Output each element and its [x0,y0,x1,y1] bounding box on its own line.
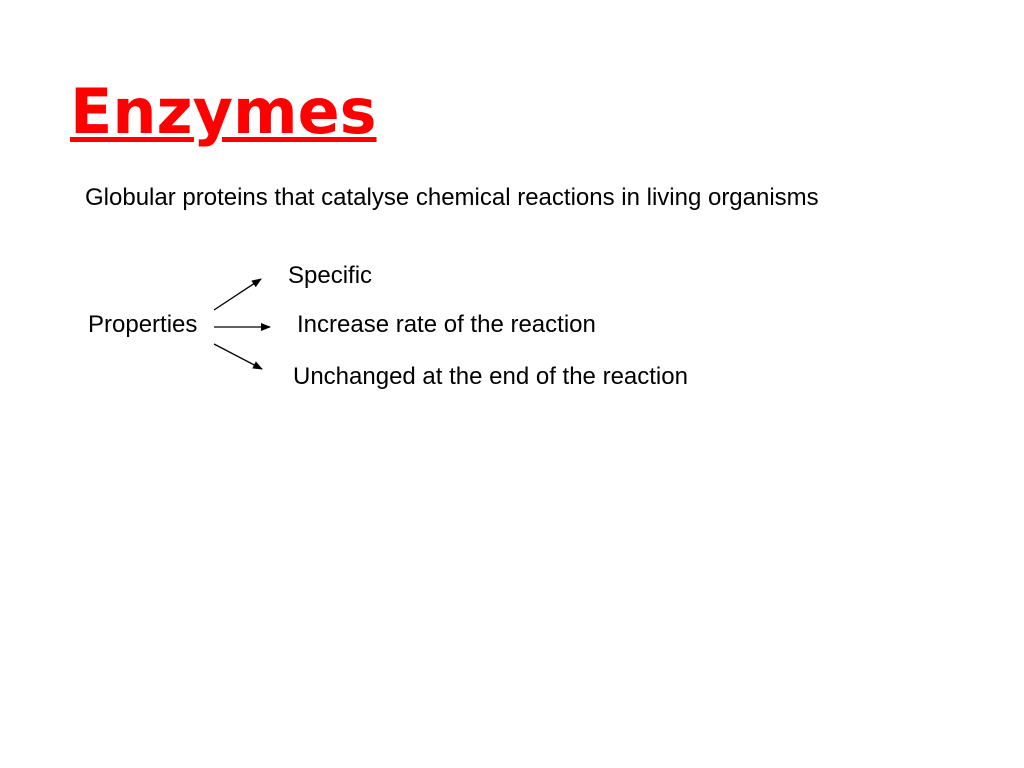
arrow-to-unchanged [214,344,262,369]
property-unchanged: Unchanged at the end of the reaction [293,363,688,390]
property-specific: Specific [288,262,373,289]
arrow-to-specific [214,279,261,310]
property-increase-rate: Increase rate of the reaction [297,311,596,338]
definition-text: Globular proteins that catalyse chemical reactions in living organisms [85,184,819,211]
properties-label: Properties [88,311,198,338]
slide-title: Enzymes [70,75,377,148]
